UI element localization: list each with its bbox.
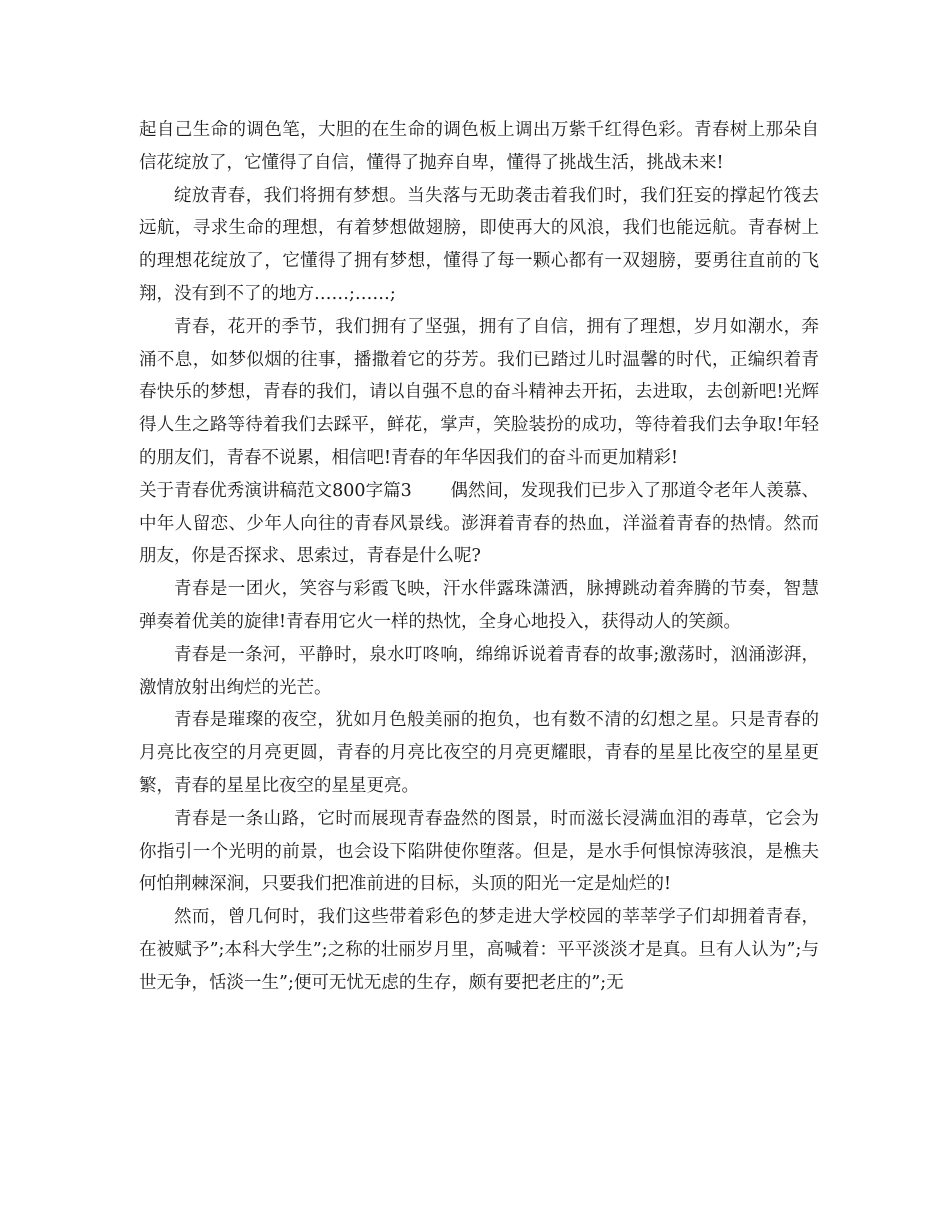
section-title: 关于青春优秀演讲稿范文800字篇3 xyxy=(139,480,412,501)
paragraph-7: 青春是一条山路，它时而展现青春盎然的图景，时而滋长浸满血泪的毒草，它会为你指引一个光明的前景，也会设下陷阱使你堕落。但是，是水手何惧惊涛骇浪，是樵夫何怕荆棘深涧，只要我们把准前进的目标，头顶的阳光一定是灿烂的! xyxy=(139,808,819,895)
paragraph-4: 青春是一团火，笑容与彩霞飞映，汗水伴露珠潇洒，脉搏跳动着奔腾的节奏，智慧弹奏着优美的旋律!青春用它火一样的热忱，全身心地投入，获得动人的笑颜。 xyxy=(139,579,819,632)
paragraph-2: 绽放青春，我们将拥有梦想。当失落与无助袭击着我们时，我们狂妄的撑起竹筏去远航，寻求生命的理想，有着梦想做翅膀，即使再大的风浪，我们也能远航。青春树上的理想花绽放了，它懂得了拥有梦想，懂得了每一颗心都有一双翅膀，要勇往直前的飞翔，没有到不了的地方……;……; xyxy=(139,185,819,304)
paragraph-1: 起自己生命的调色笔，大胆的在生命的调色板上调出万紫千红得色彩。青春树上那朵自信花绽放了，它懂得了自信，懂得了抛弃自卑，懂得了挑战生活，挑战未来! xyxy=(139,120,819,173)
paragraph-6: 青春是璀璨的夜空，犹如月色般美丽的抱负，也有数不清的幻想之星。只是青春的月亮比夜空的月亮更圆，青春的月亮比夜空的月亮更耀眼，青春的星星比夜空的星星更繁，青春的星星比夜空的星星更亮。 xyxy=(139,710,819,796)
paragraph-3: 青春，花开的季节，我们拥有了坚强，拥有了自信，拥有了理想，岁月如潮水，奔涌不息，如梦似烟的往事，播撒着它的芬芳。我们已踏过儿时温馨的时代，正编织着青春快乐的梦想，青春的我们，请以自强不息的奋斗精神去开拓，去进取，去创新吧!光辉得人生之路等待着我们去踩平，鲜花，掌声，笑脸装扮的成功，等待着我们去争取!年轻的朋友们，青春不说累，相信吧!青春的年华因我们的奋斗而更加精彩! xyxy=(139,316,819,468)
section-heading-line xyxy=(139,475,819,573)
paragraph-8: 然而，曾几何时，我们这些带着彩色的梦走进大学校园的莘莘学子们却拥着青春，在被赋予”;本科大学生”;之称的壮丽岁月里，高喊着：平平淡淡才是真。旦有人认为”;与世无争，恬淡一生”;便可无忧无虑的生存，颇有要把老庄的”;无 xyxy=(139,907,819,993)
paragraph-5: 青春是一条河，平静时，泉水叮咚响，绵绵诉说着青春的故事;激荡时，汹涌澎湃，激情放射出绚烂的光芒。 xyxy=(139,644,819,698)
document-body xyxy=(139,114,819,1000)
section-lead-text: 偶然间，发现我们已步入了那道令老年人羡慕、中年人留恋、少年人向往的青春风景线。澎湃着青春的热血，洋溢着青春的热情。然而朋友，你是否探求、思索过，青春是什么呢? xyxy=(139,480,819,567)
